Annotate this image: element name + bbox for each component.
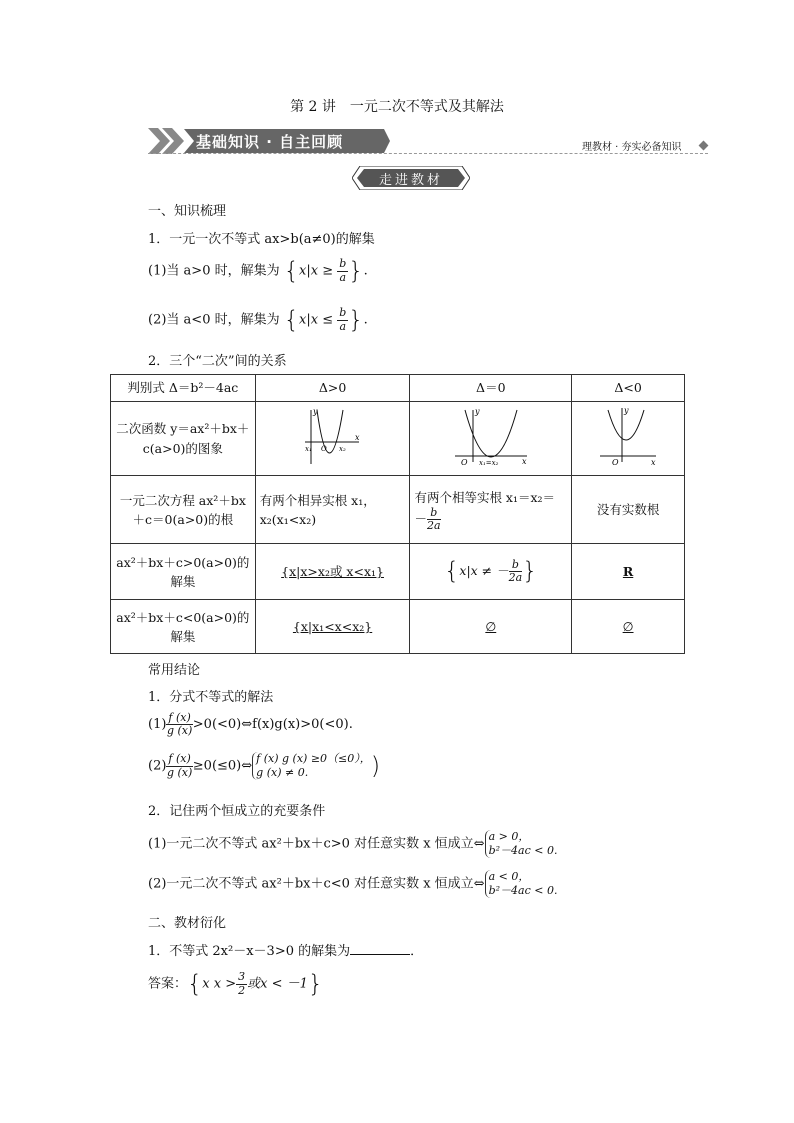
period: . [363,312,368,328]
set-condition: x ≤ [310,312,334,328]
frac-den: 2a [426,519,441,533]
question-end: ． [410,944,424,959]
para-fraction-inequality: 1．分式不等式的解法 [148,690,274,705]
frac-num: f (x) [168,711,191,724]
condition-negative [148,870,557,898]
formula-fraction-1 [148,712,353,737]
frac-num: f (x) [168,752,191,766]
brace-left: { [187,970,203,998]
system-line: a < 0， [488,870,530,883]
frac-num: b [339,306,347,320]
graph-one-root [410,402,572,476]
root-label: x₂ [338,445,346,453]
solution-set-gt: {x|x>x₂或 x<x₁} [255,544,410,600]
set-var: x [459,563,467,579]
answer-blank [350,954,410,955]
brace-left: { [283,257,300,285]
heading-knowledge: 一、知识梳理 [148,204,227,219]
fraction-f-over-g [166,753,192,778]
solution-set-gt-equal: {x|x ≠ － $\frac{b}{2a}$ } [410,544,572,600]
condition-text: (1)一元二次不等式 ax²＋bx＋c>0 对任意实数 x 恒成立⇔ [148,836,485,852]
question-1 [148,940,423,959]
system-line: g (x) ≠ 0. [256,766,309,779]
fraction-b-over-a [337,307,348,332]
question-text: 1．不等式 2x²－x－3>0 的解集为 [148,944,351,959]
diamond-icon [699,141,709,151]
formula-index: (2) [148,758,167,774]
fraction-3-over-2 [236,971,247,996]
table-header: Δ＝0 [410,375,572,402]
frac-den: a [339,319,347,333]
brace-right: ) [370,752,381,780]
frac-den: 2 [238,983,246,997]
axis-x-label: x [651,458,656,467]
solution-set-real: R [572,544,685,600]
frac-num: b [509,559,523,572]
case-a-positive-text: (1)当 a>0 时，解集为 [148,263,280,279]
formula-fraction-2 [148,752,380,780]
roots-equal-text: 有两个相等实根 x₁＝x₂＝－ [414,489,556,527]
graph-no-root [572,402,685,476]
solution-set-lt: {x|x₁<x<x₂} [255,600,410,654]
case-a-negative-text: (2)当 a<0 时，解集为 [148,312,280,328]
table-row [111,544,685,600]
fraction-b-over-a [337,258,348,283]
period: . [363,263,368,279]
frac-den: g (x) [166,724,193,738]
divider [148,153,708,154]
origin-label: O [460,458,468,467]
table-header: Δ>0 [255,375,410,402]
formula-rest: >0(<0)⇔f(x)g(x)>0(<0). [192,717,353,733]
condition-system [485,870,558,898]
fraction-b-over-2a [427,507,441,532]
frac-num: b [339,257,347,271]
axis-y-label: y [312,407,318,416]
case-a-negative: (2)当 a<0 时，解集为 {x|x ≤ $\frac{b}{a}$ }. [148,306,368,334]
table-header: Δ<0 [572,375,685,402]
roots-none: 没有实数根 [572,476,685,544]
table-header: 判别式 Δ＝b²－4ac [111,375,256,402]
page-title: 第 2 讲 一元二次不等式及其解法 [290,99,504,115]
set-var: x [299,263,307,279]
system-line: b²－4ac < 0. [488,883,558,897]
case-a-positive: (1)当 a>0 时，解集为 {x|x ≥ $\frac{b}{a}$ }. [148,257,368,285]
brace-right: } [522,557,538,586]
system-line: f (x) g (x) ≥0（≤0）， [256,752,371,766]
set-condition: x ≥ [310,263,334,279]
empty-set: ∅ [410,600,572,654]
roots-distinct: 有两个相异实根 x₁，x₂(x₁<x₂) [255,476,410,544]
brace-right: } [307,970,324,998]
root-label: x₁ [304,445,312,453]
axis-y-label: y [624,406,629,415]
section-tag-label: 走进教材 [378,173,443,188]
fraction-f-over-g [166,712,192,737]
banner-subtitle: 理教材 · 夯实必备知识 [582,142,682,153]
answer-1 [148,970,323,998]
graph-two-roots [255,402,410,476]
set-condition: x ≠ － [470,563,509,579]
table-row [111,600,685,654]
table-row [111,402,685,476]
brace-right: } [348,257,364,285]
frac-num: b [427,507,441,520]
heading-conclusions: 常用结论 [148,663,201,678]
table-row [111,375,685,402]
row-label: ax²＋bx＋c<0(a>0)的解集 [111,600,256,654]
axis-x-label: x [521,457,527,466]
row-label: ax²＋bx＋c>0(a>0)的解集 [111,544,256,600]
condition-system [252,752,371,780]
frac-num: 3 [238,970,246,984]
frac-den: g (x) [166,765,193,779]
formula-rest: ≥0(≤0)⇔ [192,758,253,774]
answer-label: 答案： [148,976,188,992]
axis-y-label: y [474,407,480,416]
para-linear-inequality: 1．一元一次不等式 ax>b(a≠0)的解集 [148,232,375,247]
empty-set: ∅ [572,600,685,654]
condition-positive [148,830,557,858]
formula-index: (1) [148,717,167,733]
quadratic-relation-table [110,374,685,654]
root-label: x₁=x₂ [478,459,499,467]
set-var: x [299,312,307,328]
brace-right: } [348,306,364,334]
fraction-b-over-2a [509,559,523,584]
table-row [111,476,685,544]
heading-textbook: 二、教材衍化 [148,916,227,931]
origin-label: O [320,445,327,453]
system-line: b²－4ac < 0. [488,843,558,857]
row-label: 一元二次方程 ax²＋bx＋c＝0(a>0)的根 [111,476,256,544]
origin-label: O [612,458,619,467]
frac-den: a [339,270,347,284]
row-label: 二次函数 y＝ax²＋bx＋c(a>0)的图象 [111,402,256,476]
answer-condition: 或x < －1 [247,976,308,992]
para-three-quadratics: 2．三个“二次”间的关系 [148,354,287,369]
frac-den: 2a [508,571,523,585]
roots-equal [410,476,572,544]
condition-text: (2)一元二次不等式 ax²＋bx＋c<0 对任意实数 x 恒成立⇔ [148,876,485,892]
axis-x-label: x [354,433,360,442]
condition-system [485,830,558,858]
brace-left: { [444,557,460,586]
system-line: a > 0， [488,830,530,843]
answer-condition: x x > [202,976,237,992]
banner-title: 基础知识 · 自主回顾 [196,133,344,151]
brace-left: { [283,306,300,334]
para-always-true: 2．记住两个恒成立的充要条件 [148,804,326,819]
